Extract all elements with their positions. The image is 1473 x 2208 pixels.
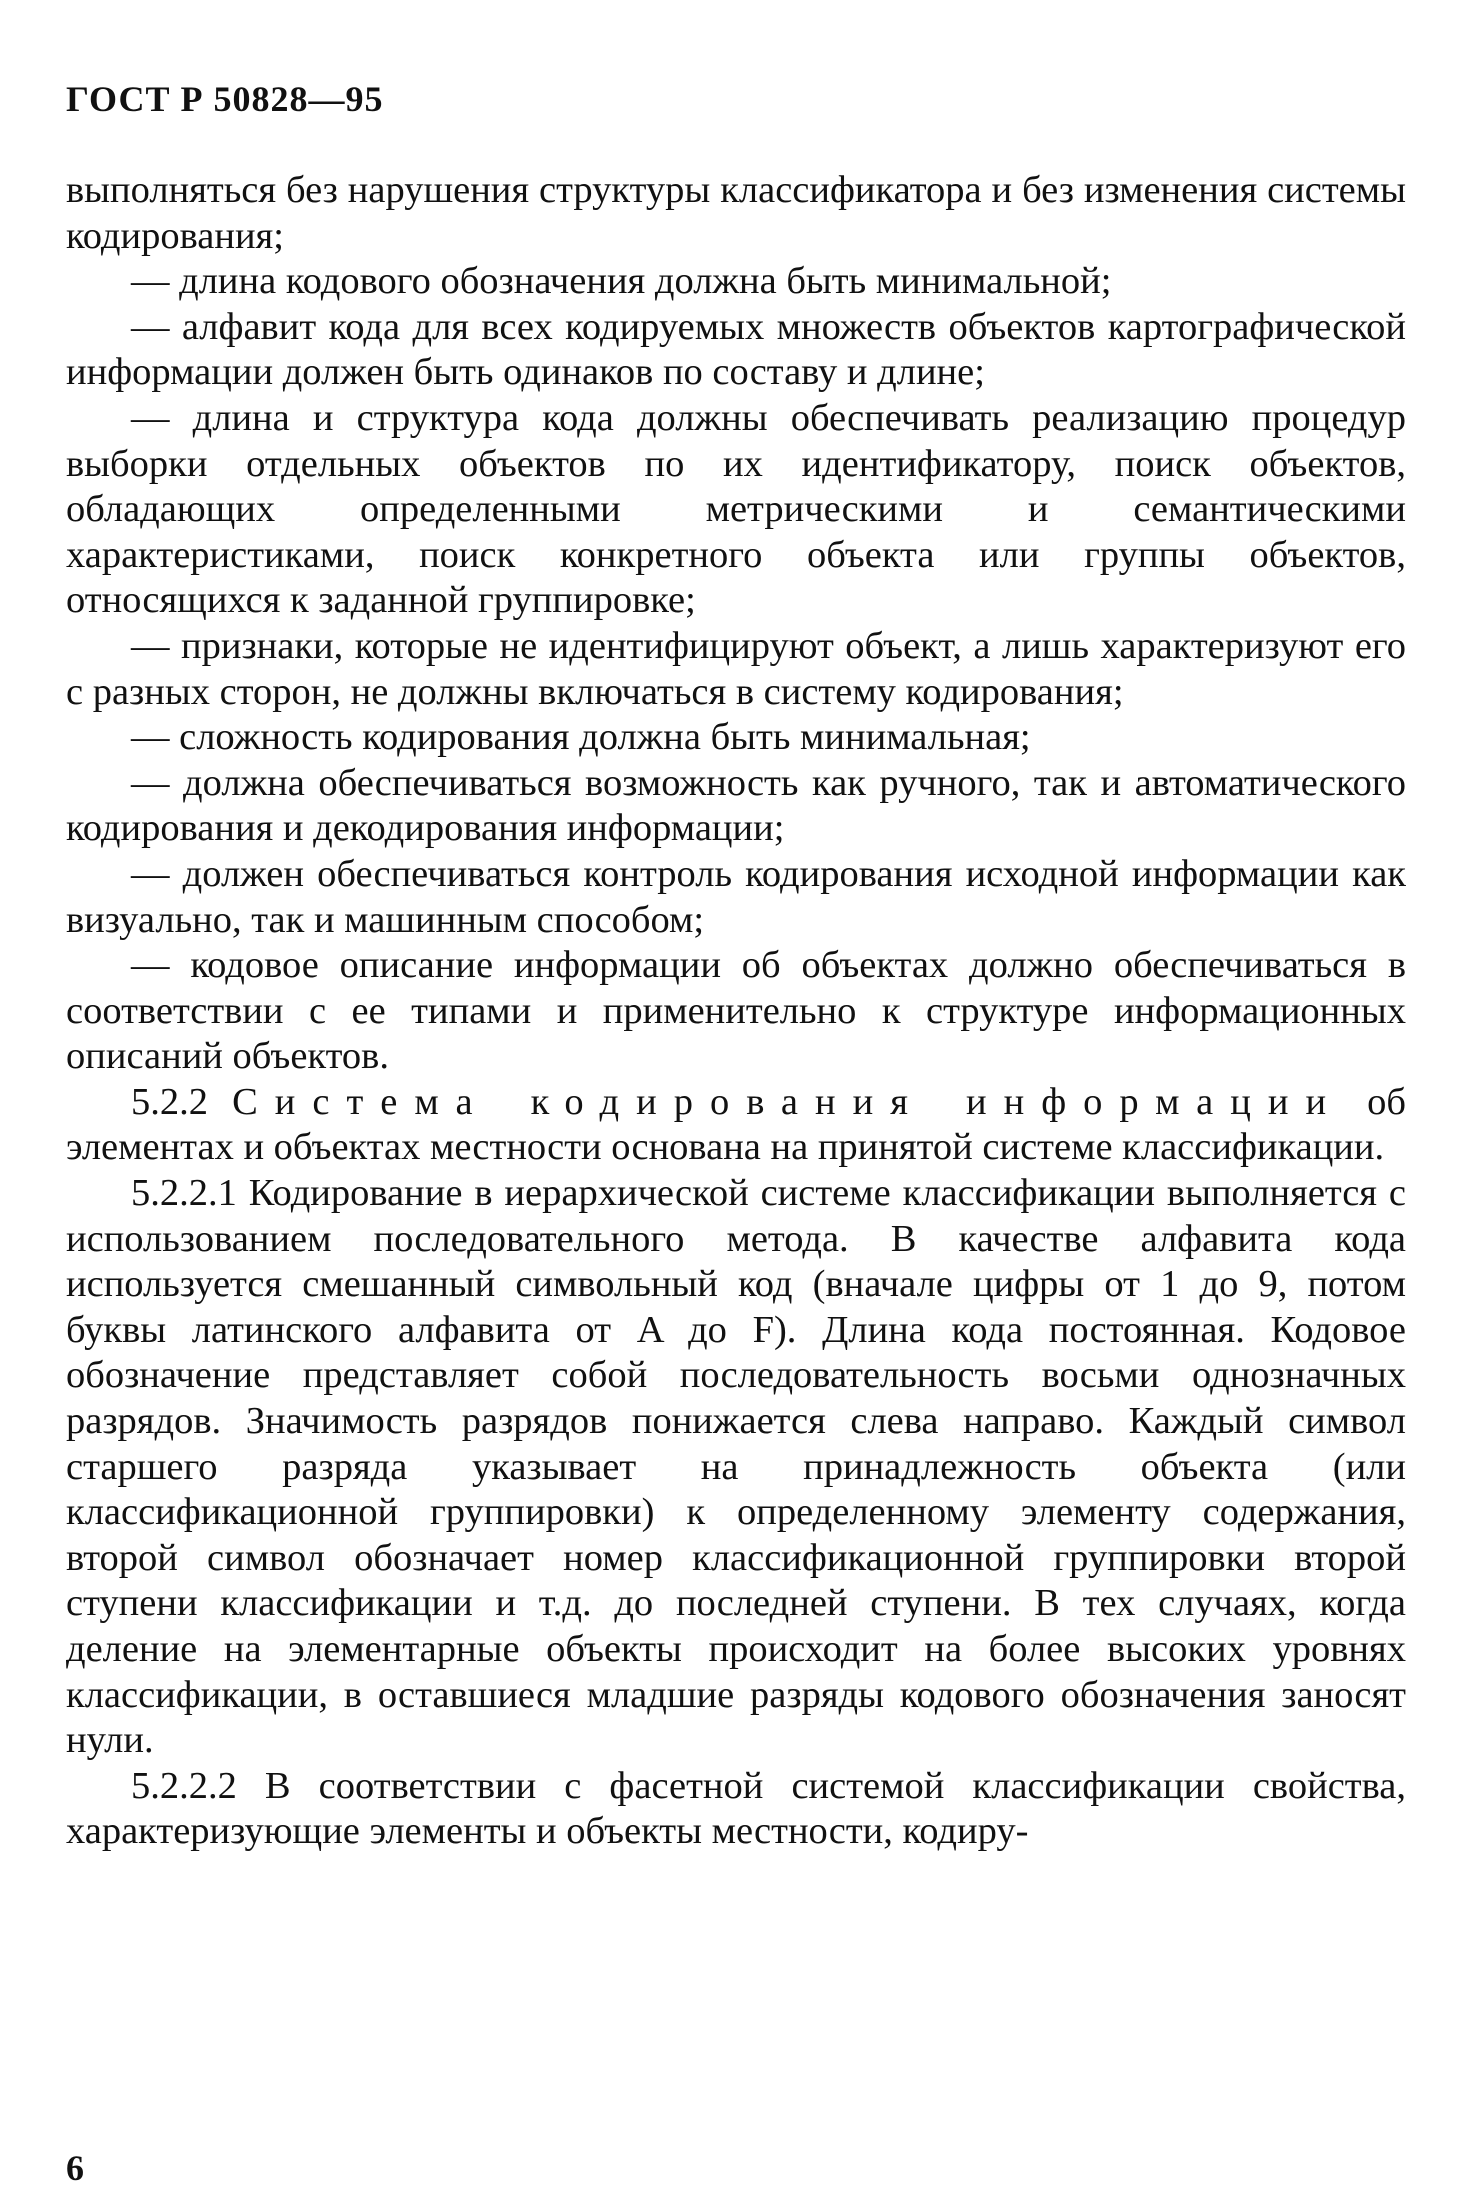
section-paragraph-5-2-2-2: 5.2.2.2 В соответствии с фасетной системой классификации свойства, характеризующие элементы и объекты местности, кодиру- xyxy=(66,1764,1406,1853)
page-header-doc-id: ГОСТ Р 50828—95 xyxy=(66,79,384,119)
section-number: 5.2.2 xyxy=(131,1080,208,1123)
spaced-term: Система кодирования информации xyxy=(232,1080,1344,1123)
list-item: — должна обеспечиваться возможность как ручного, так и автоматического кодирования и декодирования информации; xyxy=(66,761,1406,850)
list-item: — сложность кодирования должна быть минимальная; xyxy=(131,716,1031,759)
page-number: 6 xyxy=(66,2148,84,2188)
section-paragraph-5-2-2 xyxy=(66,1080,1406,1171)
paragraph: выполняться без нарушения структуры классификатора и без изменения системы кодирования; xyxy=(66,169,1406,257)
body-text xyxy=(66,168,1406,1855)
document-page xyxy=(66,0,1406,2208)
section-paragraph-5-2-2-1: 5.2.2.1 Кодирование в иерархической системе классификации выполняется с использованием последовательного метода. В качестве алфавита кода используется смешанный символьный код (вначале цифры от 1 до 9, потом буквы латинского алфавита от A до F). Длина кода постоянная. Кодовое обозначение представляет собой последовательность восьми однозначных разрядов. Значимость разрядов понижается слева направо. Каждый символ старшего разряда указывает на принадлежность объекта (или классификационной группировки) к определенному элементу содержания, второй символ обозначает номер классификационной группировки второй ступени классификации и т.д. до последней ступени. В тех случаях, когда деление на элементарные объекты происходит на более высоких уровнях классификации, в оставшиеся младшие разряды кодового обозначения заносят нули. xyxy=(66,1172,1406,1762)
list-item: — длина и структура кода должны обеспечивать реализацию процедур выборки отдельных объектов по их идентификатору, поиск объектов, обладающих определенными метрическими и семантическими характеристиками, поиск конкретного объекта или группы объектов, относящихся к заданной группировке; xyxy=(66,396,1406,622)
list-item: — признаки, которые не идентифицируют объект, а лишь характеризуют его с разных сторон, не должны включаться в систему кодирования; xyxy=(66,624,1406,713)
section-text: об элементах и объектах местности основана на принятой системе классификации. xyxy=(66,1080,1407,1169)
list-item: — должен обеспечиваться контроль кодирования исходной информации как визуально, так и машинным способом; xyxy=(66,852,1406,941)
list-item: — алфавит кода для всех кодируемых множеств объектов картографической информации должен быть одинаков по составу и длине; xyxy=(66,305,1406,394)
list-item: — длина кодового обозначения должна быть минимальной; xyxy=(131,260,1112,303)
list-item: — кодовое описание информации об объектах должно обеспечиваться в соответствии с ее типами и применительно к структуре информационных описаний объектов. xyxy=(66,944,1406,1078)
